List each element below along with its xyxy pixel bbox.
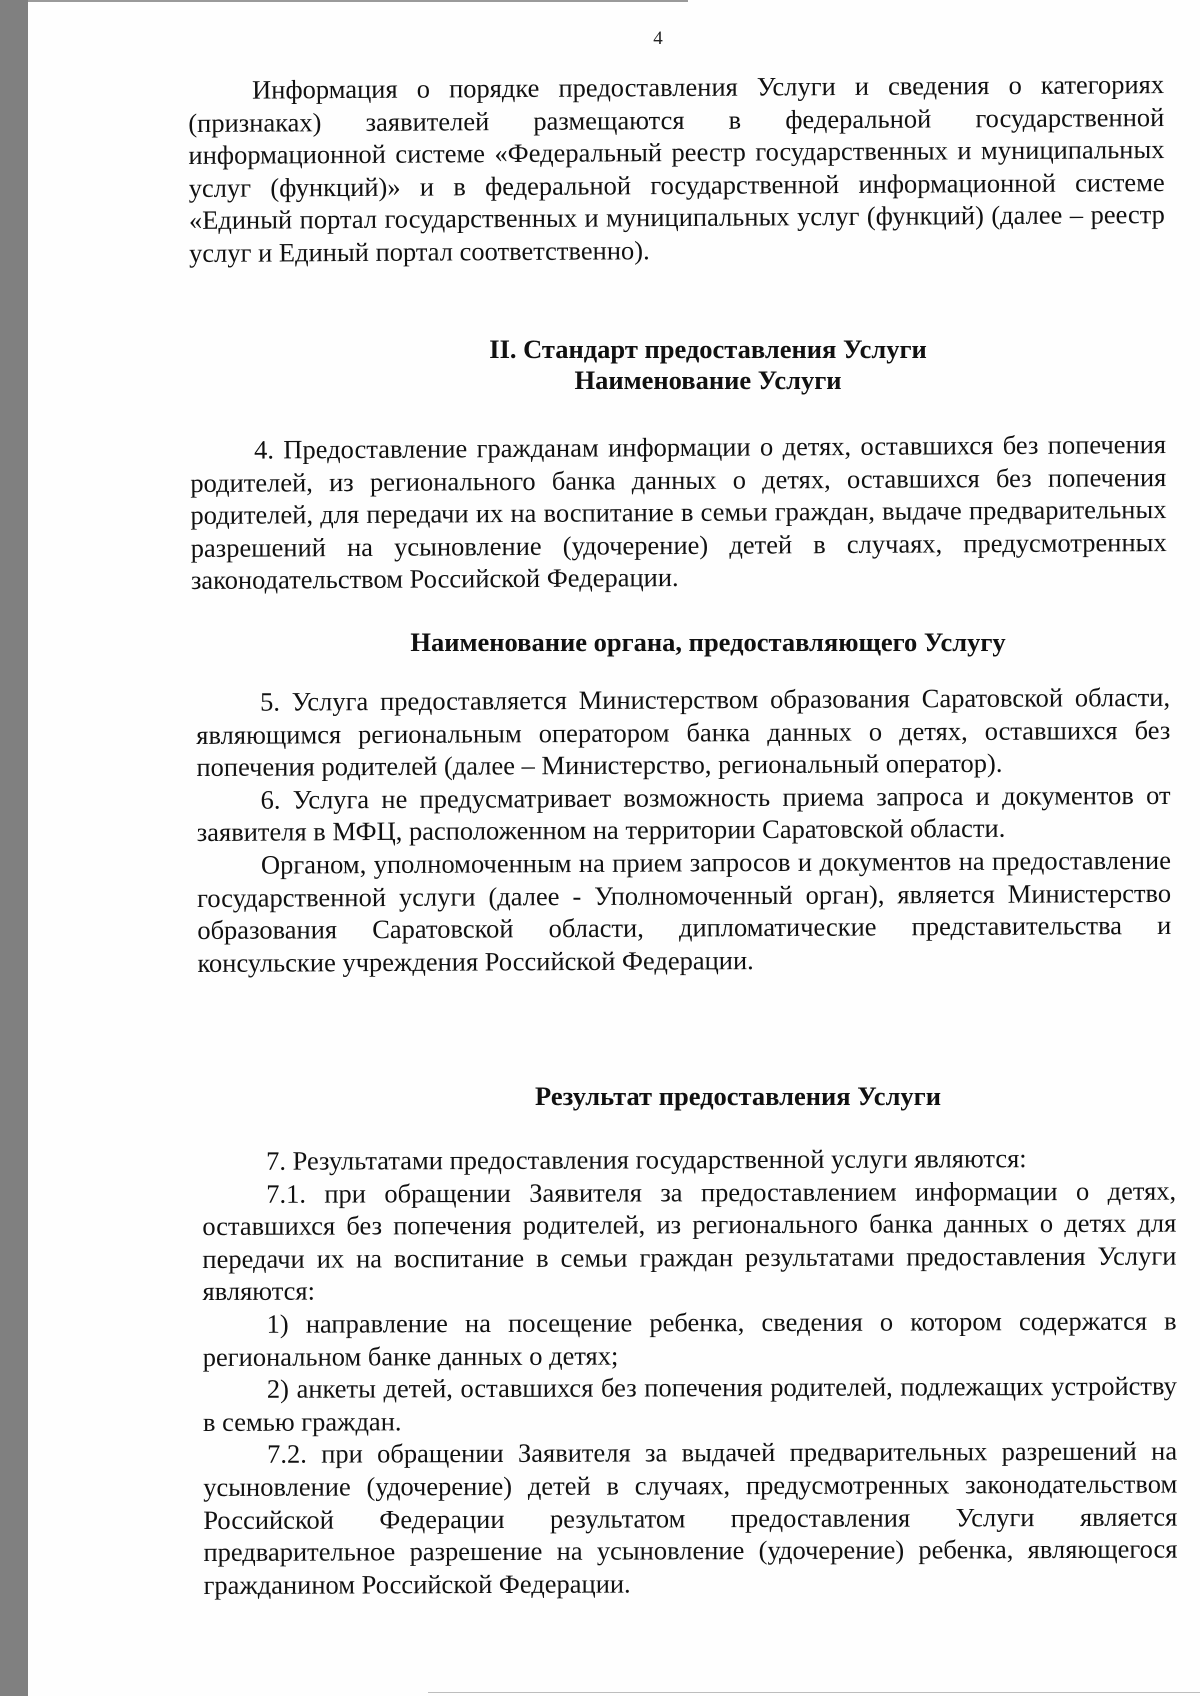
paragraph: 5. Услуга предоставляется Министерством образования Саратовской области, являющимся региональным оператором банка данных о детях, оставшихся без попечения родителей (далее – Министерство, региональный оператор). bbox=[196, 681, 1171, 783]
paragraph: 1) направление на посещение ребенка, сведения о котором содержатся в региональном банке данных о детях; bbox=[202, 1305, 1177, 1372]
paragraph: 7.2. при обращении Заявителя за выдачей предварительных разрешений на усыновление (удочерение) детей в случаях, предусмотренных законодательством Российской Федерации результатом предоставления Услуги является предварительное разрешение на усыновление (удочерение) ребенка, являющегося гражданином Российской Федерации. bbox=[203, 1435, 1178, 1600]
paragraph: 7. Результатами предоставления государственной услуги являются: bbox=[266, 1143, 1027, 1176]
heading-line: Результат предоставления Услуги bbox=[535, 1081, 941, 1111]
scan-edge-top bbox=[28, 0, 688, 2]
paragraph: 4. Предоставление гражданам информации о детях, оставшихся без попечения родителей, из регионального банка данных о детях, оставшихся без попечения родителей, для передачи их на воспитание в семьи граждан, выдаче предварительных разрешений на усыновление (удочерение) детей в случаях, предусмотренных законодательством Российской Федерации. bbox=[190, 429, 1167, 596]
paragraph: 2) анкеты детей, оставшихся без попечения родителей, подлежащих устройству в семью граждан. bbox=[202, 1370, 1177, 1437]
section-heading-result bbox=[388, 1081, 1088, 1112]
section-result bbox=[202, 1142, 1178, 1602]
scan-margin bbox=[0, 0, 28, 1696]
page-number: 4 bbox=[653, 28, 663, 49]
paragraph: 7.1. при обращении Заявителя за предоставлением информации о детях, оставшихся без попечения родителей, из регионального банка данных о детях для передачи их на воспитание в семьи граждан результатами предоставления Услуги являются: bbox=[202, 1175, 1177, 1307]
heading-line: Наименование органа, предоставляющего Услугу bbox=[410, 627, 1006, 657]
document-page bbox=[28, 0, 1200, 1696]
scan-edge-bottom bbox=[428, 1692, 1200, 1693]
paragraph: Информация о порядке предоставления Услуги и сведения о категориях (признаках) заявителей размещаются в федеральной государственной информационной системе «Федеральный реестр государственных и муниципальных услуг (функций)» и в федеральной государственной информационной системе «Единый портал государственных и муниципальных услуг (функций) (далее – реестр услуг и Единый портал соответственно). bbox=[188, 69, 1165, 268]
heading-line: Наименование Услуги bbox=[574, 365, 842, 395]
section-intro bbox=[188, 68, 1165, 270]
section-heading-standard bbox=[328, 334, 1088, 396]
section-service-name bbox=[190, 428, 1167, 597]
heading-line: II. Стандарт предоставления Услуги bbox=[489, 334, 927, 364]
section-authority bbox=[196, 681, 1172, 979]
paragraph: Органом, уполномоченным на прием запросов и документов на предоставление государственной услуги (далее - Уполномоченный орган), является Министерство образования Саратовской области, дипломатические представительства и консульские учреждения Российской Федерации. bbox=[197, 844, 1172, 978]
section-heading-authority bbox=[328, 627, 1088, 658]
paragraph: 6. Услуга не предусматривает возможность приема запроса и документов от заявителя в МФЦ, расположенном на территории Саратовской области. bbox=[196, 779, 1171, 848]
